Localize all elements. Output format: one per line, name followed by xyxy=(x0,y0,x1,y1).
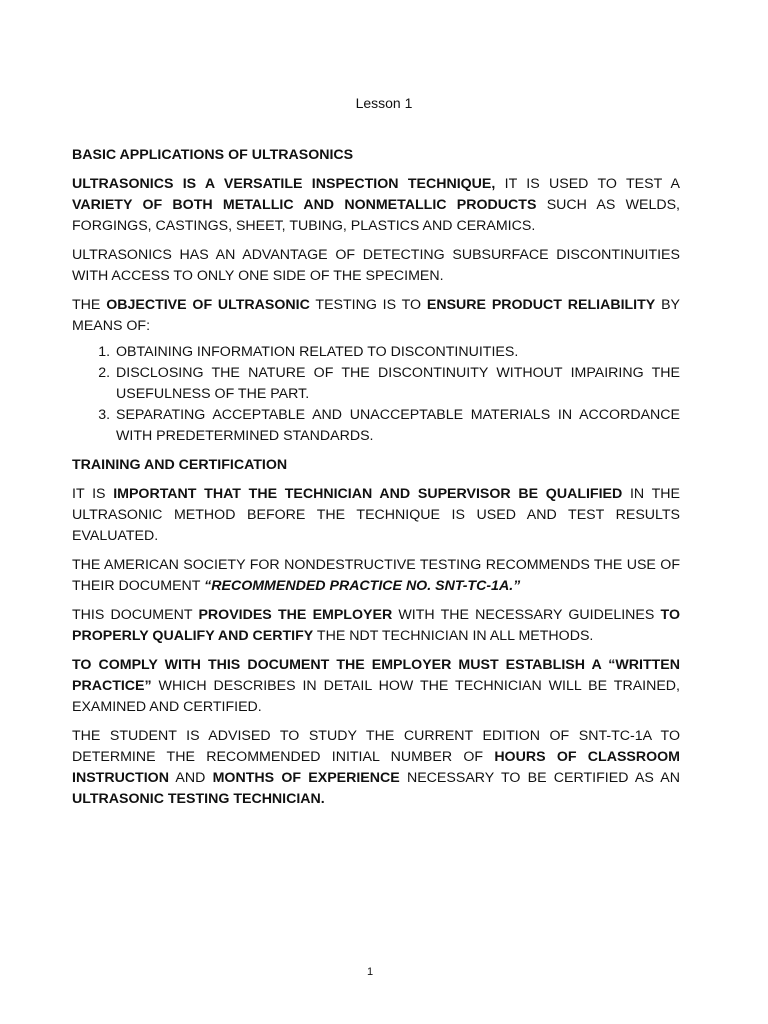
emphasis-text: HOURS OF CLASSROOM INSTRUCTION xyxy=(72,749,681,786)
emphasis-text: TO PROPERLY QUALIFY AND CERTIFY xyxy=(72,607,680,644)
emphasis-text: PROVIDES THE EMPLOYER xyxy=(198,607,393,623)
page-number: 1 xyxy=(366,966,374,978)
list-item: 2. DISCLOSING THE NATURE OF THE DISCONTINUITY WITHOUT IMPAIRING THE USEFULNESS OF THE PART. xyxy=(114,363,680,405)
emphasis-text: ULTRASONICS IS A VERSATILE INSPECTION TECHNIQUE, xyxy=(72,176,496,192)
lesson-body xyxy=(72,145,680,818)
list-item: 1. OBTAINING INFORMATION RELATED TO DISCONTINUITIES. xyxy=(114,342,680,363)
emphasis-text: ULTRASONIC TESTING TECHNICIAN. xyxy=(72,791,325,807)
document-title: “RECOMMENDED PRACTICE NO. SNT-TC-1A.” xyxy=(204,578,521,594)
paragraph-written-practice: TO COMPLY WITH THIS DOCUMENT THE EMPLOYER MUST ESTABLISH A “WRITTEN PRACTICE” WHICH DESCRIBES IN DETAIL HOW THE TECHNICIAN WILL BE TRAINED, EXAMINED AND CERTIFIED. xyxy=(72,657,680,715)
paragraph-student-advice: THE STUDENT IS ADVISED TO STUDY THE CURRENT EDITION OF SNT-TC-1A TO DETERMINE THE RECOMMENDED INITIAL NUMBER OF HOURS OF CLASSROOM INSTRUCTION AND MONTHS OF EXPERIENCE NECESSARY TO BE CERTIFIED AS AN ULTRASONIC TESTING TECHNICIAN. xyxy=(72,728,681,807)
heading-basic-applications: BASIC APPLICATIONS OF ULTRASONICS xyxy=(72,147,354,163)
emphasis-text: IMPORTANT THAT THE TECHNICIAN AND SUPERVISOR BE QUALIFIED xyxy=(113,486,623,502)
paragraph-versatile-technique: ULTRASONICS IS A VERSATILE INSPECTION TECHNIQUE, IT IS USED TO TEST A VARIETY OF BOTH METALLIC AND NONMETALLIC PRODUCTS SUCH AS WELDS, FORGINGS, CASTINGS, SHEET, TUBING, PLASTICS AND CERAMICS. xyxy=(72,176,680,234)
emphasis-text: MONTHS OF EXPERIENCE xyxy=(212,770,400,786)
heading-training-certification: TRAINING AND CERTIFICATION xyxy=(72,457,288,473)
paragraph-advantage: ULTRASONICS HAS AN ADVANTAGE OF DETECTING SUBSURFACE DISCONTINUITIES WITH ACCESS TO ONLY ONE SIDE OF THE SPECIMEN. xyxy=(72,247,680,284)
lesson-label: Lesson 1 xyxy=(355,95,413,111)
emphasis-text: TO COMPLY WITH THIS DOCUMENT THE EMPLOYER MUST ESTABLISH A “WRITTEN PRACTICE” xyxy=(72,657,680,694)
paragraph-guidelines: THIS DOCUMENT PROVIDES THE EMPLOYER WITH THE NECESSARY GUIDELINES TO PROPERLY QUALIFY AND CERTIFY THE NDT TECHNICIAN IN ALL METHODS. xyxy=(72,607,680,644)
paragraph-objective: THE OBJECTIVE OF ULTRASONIC TESTING IS TO ENSURE PRODUCT RELIABILITY BY MEANS OF: xyxy=(72,297,680,334)
paragraph-qualified: IT IS IMPORTANT THAT THE TECHNICIAN AND SUPERVISOR BE QUALIFIED IN THE ULTRASONIC METHOD BEFORE THE TECHNIQUE IS USED AND TEST RESULTS EVALUATED. xyxy=(72,486,680,544)
paragraph-asnt: THE AMERICAN SOCIETY FOR NONDESTRUCTIVE TESTING RECOMMENDS THE USE OF THEIR DOCUMENT “RECOMMENDED PRACTICE NO. SNT-TC-1A.” xyxy=(72,557,680,594)
emphasis-text: ENSURE PRODUCT RELIABILITY xyxy=(426,297,656,313)
emphasis-text: VARIETY OF BOTH METALLIC AND NONMETALLIC PRODUCTS xyxy=(72,197,537,213)
objective-list xyxy=(72,342,680,447)
list-item: 3. SEPARATING ACCEPTABLE AND UNACCEPTABLE MATERIALS IN ACCORDANCE WITH PREDETERMINED STANDARDS. xyxy=(114,405,680,447)
emphasis-text: OBJECTIVE OF ULTRASONIC xyxy=(106,297,310,313)
